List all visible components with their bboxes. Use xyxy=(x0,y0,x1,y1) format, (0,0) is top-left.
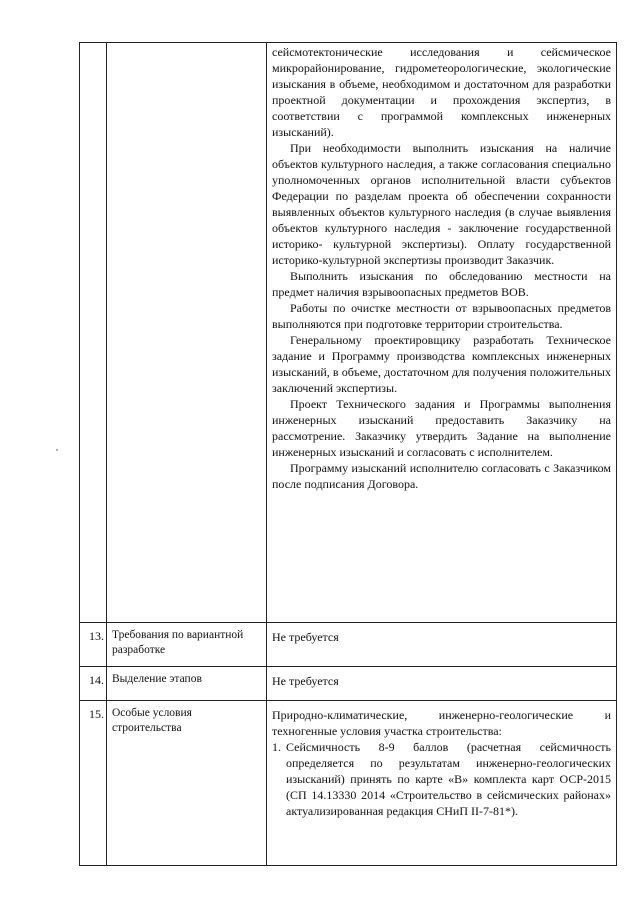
paragraph: Программу изысканий исполнителю согласовать с Заказчиком после подписания Договора. xyxy=(272,461,611,491)
row-value xyxy=(267,701,617,866)
conditions-intro: Природно-климатические, инженерно-геологические и техногенные условия участка строительства: xyxy=(272,708,611,738)
row-value xyxy=(267,623,617,667)
list-item-number: 1. xyxy=(272,740,281,754)
table-row xyxy=(80,623,617,667)
paragraph: Генеральному проектировщику разработать Техническое задание и Программу производства комплексных инженерных изысканий, в объеме, достаточном для получения положительных заключений экспертизы. xyxy=(272,333,611,395)
row-name: Требования по вариантной разработке xyxy=(107,623,267,667)
row-value-text: Не требуется xyxy=(272,674,339,688)
paragraph: сейсмотектонические исследования и сейсмическое микрорайонирование, гидрометеорологические, экологические изыскания в объеме, необходимом и достаточном для разработки проектной документации и прохождения экспертиз, в соответствии с программой комплексных инженерных изысканий). xyxy=(272,45,611,139)
row-number: 14. xyxy=(80,667,107,701)
paragraph: Выполнить изыскания по обследованию местности на предмет наличия взрывоопасных предметов ВОВ. xyxy=(272,269,611,299)
row-value-cell xyxy=(267,43,617,623)
list-item-text: Сейсмичность 8-9 баллов (расчетная сейсмичность определяется по результатам инженерно-геологических изысканий) принять по карте «В» комплекта карт ОСР-2015 (СП 14.13330 2014 «Строительство в сейсмических районах» актуализированная редакция СНиП II-7-81*). xyxy=(286,740,611,818)
table-row xyxy=(80,43,617,623)
row-name: Особые условия строительства xyxy=(107,701,267,866)
conditions-list xyxy=(272,739,611,819)
row-value-text: Не требуется xyxy=(272,630,339,644)
table-row xyxy=(80,701,617,866)
row-number: 13. xyxy=(80,623,107,667)
requirements-table xyxy=(79,42,617,866)
row-value xyxy=(267,667,617,701)
row-number: 15. xyxy=(80,701,107,866)
paragraph: При необходимости выполнить изыскания на наличие объектов культурного наследия, а также согласования специально уполномоченных органов исполнительной власти субъектов Федерации по разделам проекта об обеспечении сохранности выявленных объектов культурного наследия (в случае выявления объектов культурного наследия - заключение государственной историко- культурной экспертизы). Оплату государственной историко-культурной экспертизы производит Заказчик. xyxy=(272,141,611,267)
scan-speck xyxy=(56,449,58,451)
table-row xyxy=(80,667,617,701)
row-name-cell xyxy=(107,43,267,623)
paragraph: Проект Технического задания и Программы выполнения инженерных изысканий предоставить Заказчику на рассмотрение. Заказчику утвердить Задание на выполнение инженерных изысканий и согласовать с исполнителем. xyxy=(272,397,611,459)
row-name: Выделение этапов xyxy=(107,667,267,701)
list-item xyxy=(272,739,611,819)
row-number-cell xyxy=(80,43,107,623)
paragraph: Работы по очистке местности от взрывоопасных предметов выполняются при подготовке территории строительства. xyxy=(272,301,611,331)
